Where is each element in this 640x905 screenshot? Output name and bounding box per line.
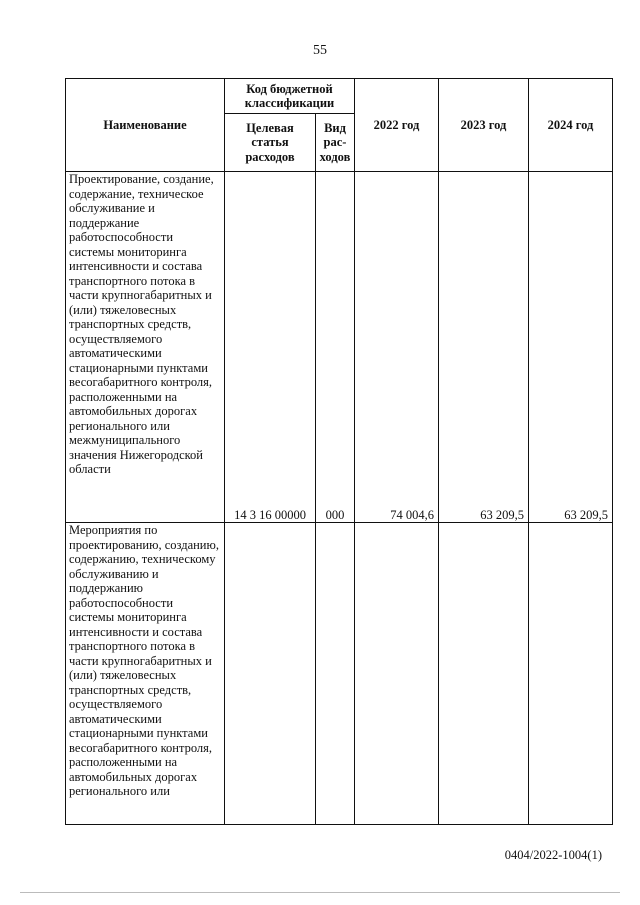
header-expense-type: Вид рас-ходов xyxy=(316,114,355,172)
document-code: 0404/2022-1004(1) xyxy=(504,848,602,862)
header-name: Наименование xyxy=(66,79,225,172)
row-target-article: 14 3 16 00000 xyxy=(225,172,316,523)
row-value-2024 xyxy=(529,523,613,825)
bottom-divider xyxy=(20,892,620,893)
table-row xyxy=(66,172,613,523)
header-budget-code: Код бюджетной классификации xyxy=(225,79,355,114)
header-2024: 2024 год xyxy=(529,79,613,172)
row-expense-type: 000 xyxy=(316,172,355,523)
row-name: Проектирование, создание, содержание, техническое обслуживание и поддержание работоспособности системы мониторинга интенсивности и состава транспортного потока в части крупногабаритных и (или) тяжеловесных транспортных средств, осуществляемого автоматическими стационарными пунктами весогабаритного контроля, расположенными на автомобильных дорогах регионального или межмуниципального значения Нижегородской области xyxy=(66,172,225,523)
row-expense-type xyxy=(316,523,355,825)
row-name: Мероприятия по проектированию, созданию, содержанию, техническому обслуживанию и поддержанию работоспособности системы мониторинга интенсивности и состава транспортного потока в части крупногабаритных и (или) тяжеловесных транспортных средств, осуществляемого автоматическими стационарными пунктами весогабаритного контроля, расположенными на автомобильных дорогах регионального или xyxy=(66,523,225,825)
row-value-2024: 63 209,5 xyxy=(529,172,613,523)
header-2022: 2022 год xyxy=(355,79,439,172)
row-value-2023: 63 209,5 xyxy=(439,172,529,523)
header-2023: 2023 год xyxy=(439,79,529,172)
header-target-article: Целевая статья расходов xyxy=(225,114,316,172)
row-value-2023 xyxy=(439,523,529,825)
row-target-article xyxy=(225,523,316,825)
row-value-2022: 74 004,6 xyxy=(355,172,439,523)
budget-table xyxy=(65,78,613,825)
table-row xyxy=(66,523,613,825)
row-value-2022 xyxy=(355,523,439,825)
page-number: 55 xyxy=(313,43,327,58)
header-row xyxy=(66,79,613,114)
